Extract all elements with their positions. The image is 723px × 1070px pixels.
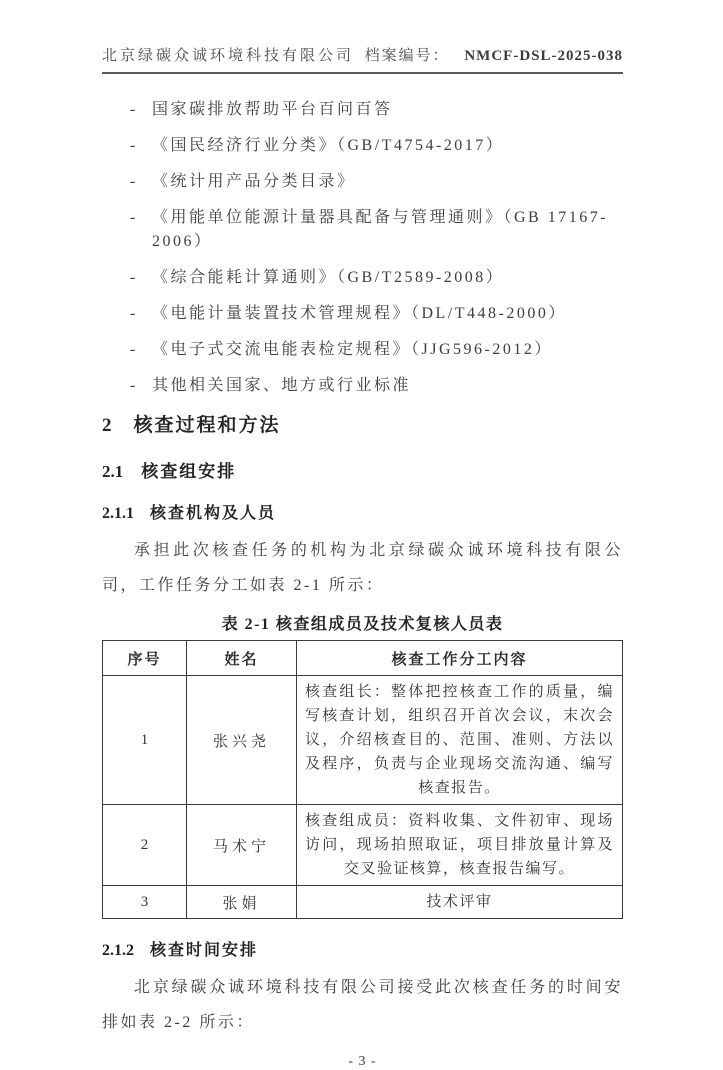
list-item-marker: - xyxy=(130,173,136,190)
list-item xyxy=(102,98,623,122)
list-item-marker: - xyxy=(130,341,136,358)
list-item-marker: - xyxy=(130,377,136,394)
cell-name: 马术宁 xyxy=(187,805,297,886)
paragraph-team-intro: 承担此次核查任务的机构为北京绿碳众诚环境科技有限公司，工作任务分工如表 2-1 所示： xyxy=(102,542,623,594)
table-row xyxy=(103,676,623,805)
section-heading-2 xyxy=(102,410,623,437)
list-item-marker: - xyxy=(130,269,136,286)
column-header-name: 姓名 xyxy=(187,641,297,676)
table-header-row xyxy=(103,641,623,676)
list-item-marker: - xyxy=(130,101,136,118)
archive-label: 档案编号： xyxy=(364,48,450,64)
column-header-duty: 核查工作分工内容 xyxy=(297,641,623,676)
page-header xyxy=(102,44,623,74)
cell-serial: 3 xyxy=(103,886,187,919)
members-table-head xyxy=(103,641,623,676)
list-item xyxy=(102,374,623,398)
section-number: 2.1.1 xyxy=(102,505,134,522)
list-item-text: 其他相关国家、地方或行业标准 xyxy=(152,377,412,394)
section-title: 核查时间安排 xyxy=(150,942,259,959)
paragraph-schedule-intro: 北京绿碳众诚环境科技有限公司接受此次核查任务的时间安排如表 2-2 所示： xyxy=(102,979,623,1031)
cell-serial: 1 xyxy=(103,676,187,805)
archive-number: NMCF-DSL-2025-038 xyxy=(464,48,623,64)
list-item-text: 《统计用产品分类目录》 xyxy=(152,173,356,190)
section-number: 2.1 xyxy=(102,462,124,481)
list-item-text: 《电能计量装置技术管理规程》（DL/T448-2000） xyxy=(152,305,567,322)
list-item-marker: - xyxy=(130,305,136,322)
list-item-text: 国家碳排放帮助平台百问百答 xyxy=(152,101,393,118)
cell-name: 张兴尧 xyxy=(187,676,297,805)
list-item xyxy=(102,134,623,158)
list-item-text: 《综合能耗计算通则》（GB/T2589-2008） xyxy=(152,269,505,286)
column-header-serial: 序号 xyxy=(103,641,187,676)
list-item-text: 《电子式交流电能表检定规程》（JJG596-2012） xyxy=(152,341,553,358)
list-item xyxy=(102,170,623,194)
list-item xyxy=(102,266,623,290)
table-row xyxy=(103,886,623,919)
list-item-text: 《用能单位能源计量器具配备与管理通则》（GB 17167-2006） xyxy=(152,209,609,250)
reference-list xyxy=(102,98,623,398)
list-item-marker: - xyxy=(130,209,136,226)
table-row xyxy=(103,805,623,886)
company-name: 北京绿碳众诚环境科技有限公司 xyxy=(102,48,355,64)
section-number: 2.1.2 xyxy=(102,942,134,959)
list-item xyxy=(102,302,623,326)
list-item xyxy=(102,206,623,254)
section-title: 核查机构及人员 xyxy=(150,505,277,522)
section-heading-2-1-2 xyxy=(102,937,623,960)
list-item xyxy=(102,338,623,362)
list-item-marker: - xyxy=(130,137,136,154)
members-table xyxy=(102,640,623,919)
cell-duty: 核查组长：整体把控核查工作的质量，编写核查计划，组织召开首次会议，末次会议，介绍核查目的、范围、准则、方法以及程序，负责与企业现场交流沟通、编写核查报告。 xyxy=(297,676,623,805)
section-number: 2 xyxy=(102,415,112,436)
table-caption: 表 2-1 核查组成员及技术复核人员表 xyxy=(221,616,504,633)
page-number: - 3 - xyxy=(348,1054,377,1069)
cell-name: 张娟 xyxy=(187,886,297,919)
section-title: 核查过程和方法 xyxy=(133,415,281,436)
section-title: 核查组安排 xyxy=(141,462,237,481)
archive-number-group xyxy=(365,44,623,65)
cell-duty: 技术评审 xyxy=(297,886,623,919)
section-heading-2-1-1 xyxy=(102,500,623,523)
cell-serial: 2 xyxy=(103,805,187,886)
section-heading-2-1 xyxy=(102,457,623,482)
members-table-body xyxy=(103,676,623,919)
list-item-text: 《国民经济行业分类》（GB/T4754-2017） xyxy=(152,137,505,154)
cell-duty: 核查组成员：资料收集、文件初审、现场访问，现场拍照取证，项目排放量计算及交叉验证核算，核查报告编写。 xyxy=(297,805,623,886)
